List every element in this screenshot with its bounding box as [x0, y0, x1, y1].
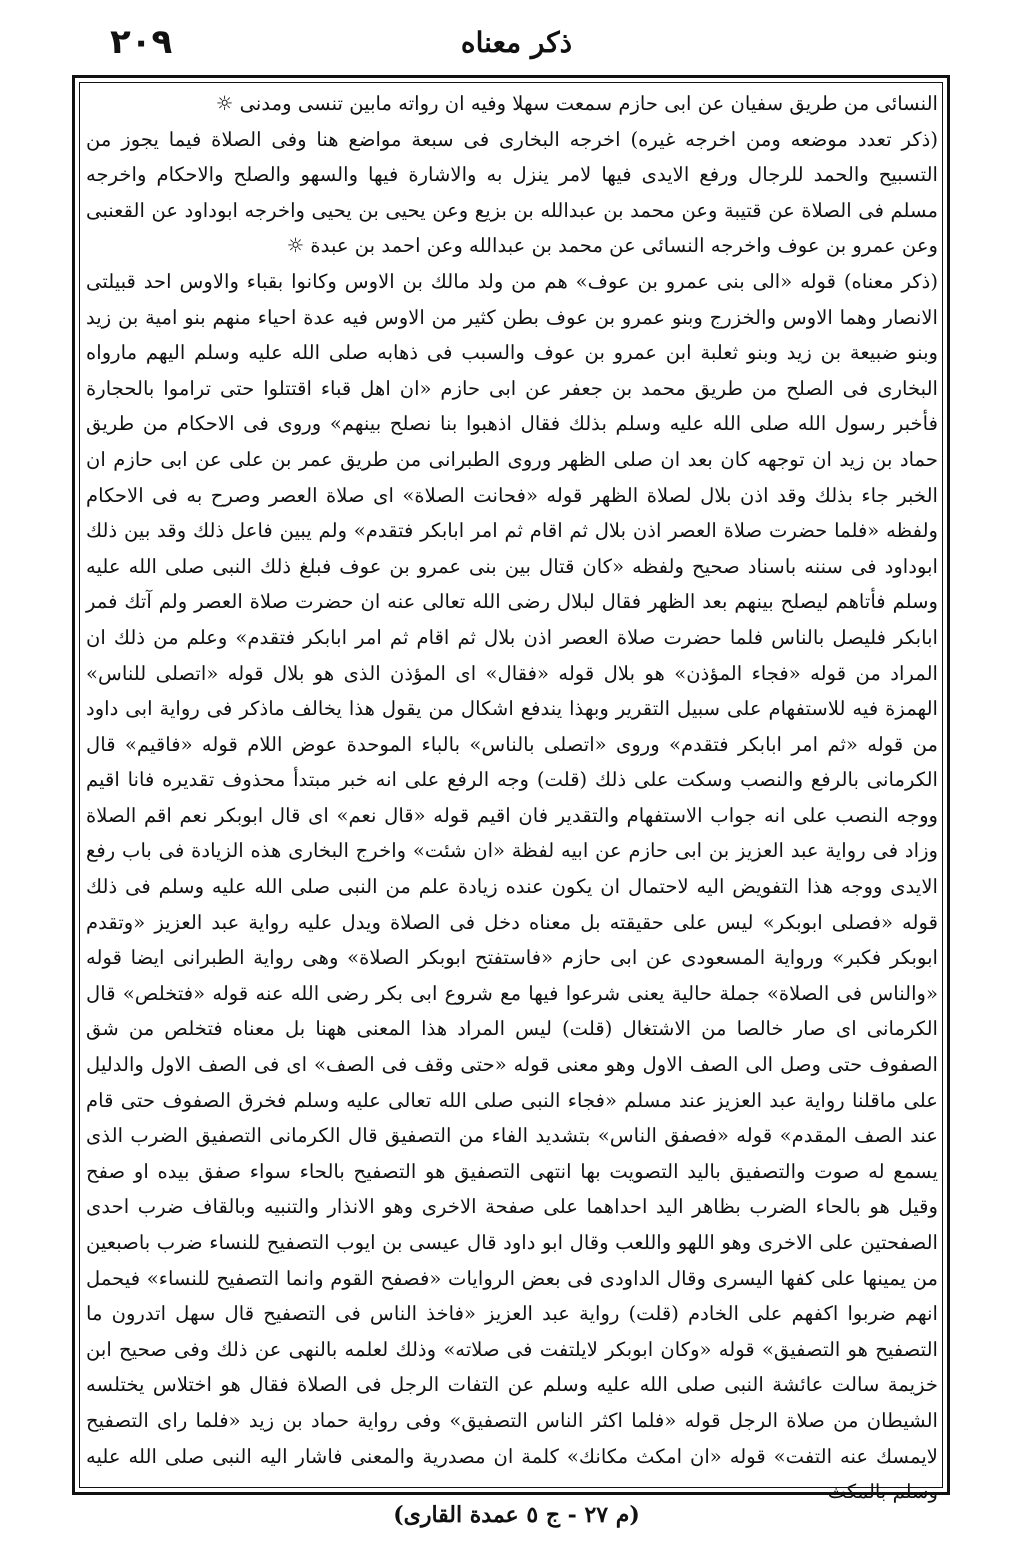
body-text — [86, 86, 938, 1504]
footer-signature: (م ٢٧ - ج ٥ عمدة القارى) — [393, 1502, 640, 1528]
paragraph-sources: (ذكر تعدد موضعه ومن اخرجه غيره) اخرجه البخارى فى سبعة مواضع هنا وفى الصلاة فيما يجوز من التسبيح والحمد للرجال ورفع الايدى فيها لامر ينزل به والاشارة فيها والسهو والصلح والاحكام واخرجه مسلم فى الصلاة عن قتيبة وعن محمد بن عبدالله بن بزيع وعن يحيى بن يحيى واخرجه ابوداود عن القعنبى وعن عمرو بن عوف واخرجه النسائى عن محمد بن عبدالله وعن احمد بن عبدة ☼ — [86, 127, 938, 258]
paragraph-continuation: النسائى من طريق سفيان عن ابى حازم سمعت سهلا وفيه ان رواته مابين تنسى ومدنى ☼ — [215, 92, 938, 115]
running-title: ذكر معناه — [460, 26, 573, 59]
page-number: ٢٠٩ — [110, 22, 173, 62]
page-header — [70, 18, 963, 66]
paragraph-meaning: (ذكر معناه) قوله «الى بنى عمرو بن عوف» هم من ولد مالك بن الاوس وكانوا بقباء والاوس احد قبيلتى الانصار وهما الاوس والخزرج وبنو عمرو بن عوف بطن كثير من الاوس فيه عدة احياء منهم بنو امية بن زيد وبنو ضبيعة بن زيد وبنو ثعلبة ابن عمرو بن عوف والسبب فى ذهابه صلى الله عليه وسلم اليهم مارواه البخارى فى الصلح من طريق محمد بن جعفر عن ابى حازم «ان اهل قباء اقتتلوا حتى تراموا بالحجارة فأخبر رسول الله صلى الله عليه وسلم بذلك فقال اذهبوا بنا نصلح بينهم» وروى فى الاحكام من طريق حماد بن زيد ان توجهه كان بعد ان صلى الظهر وروى الطبرانى من طريق عمر بن على عن ابى حازم ان الخبر جاء بذلك وقد اذن بلال لصلاة الظهر قوله «فحانت الصلاة» اى صلاة العصر وصرح به فى الاحكام ولفظه «فلما حضرت صلاة العصر اذن بلال ثم اقام ثم امر ابابكر فتقدم» ولم يبين فاعل ذلك وقد بين ذلك ابوداود فى سننه باسناد صحيح ولفظه «كان قتال بين بنى عمرو بن عوف فبلغ ذلك النبى صلى الله عليه وسلم فأتاهم ليصلح بينهم بعد الظهر فقال لبلال رضى الله تعالى عنه ان حضرت صلاة العصر ولم آتك فمر ابابكر فليصل بالناس فلما حضرت صلاة العصر اذن بلال ثم اقام ثم امر ابابكر فتقدم» وعلم من ذلك ان المراد من قوله «فجاء المؤذن» هو بلال قوله «فقال» اى المؤذن الذى هو بلال قوله «اتصلى للناس» الهمزة فيه للاستفهام على سبيل التقرير وبهذا يندفع اشكال من يقول هذا يخالف ماذكر فى رواية ابى داود من قوله «ثم امر ابابكر فتقدم» وروى «اتصلى بالناس» بالباء الموحدة عوض اللام قوله «فاقيم» قال الكرمانى بالرفع والنصب وسكت على ذلك (قلت) وجه الرفع على انه خبر مبتدأ محذوف تقديره فانا اقيم ووجه النصب على انه جواب الاستفهام والتقدير فان اقيم قوله «قال نعم» اى قال ابوبكر نعم اقم الصلاة وزاد فى رواية عبد العزيز بن ابى حازم عن ابيه لفظة «ان شئت» واخرج البخارى هذه الزيادة فى باب رفع الايدى ووجه هذا التفويض اليه لاحتمال ان يكون عنده زيادة علم من النبى صلى الله عليه وسلم فى ذلك قوله «فصلى ابوبكر» ليس على حقيقته بل معناه دخل فى الصلاة ويدل عليه رواية عبد العزيز «وتقدم ابوبكر فكبر» ورواية المسعودى عن ابى حازم «فاستفتح ابوبكر الصلاة» وهى رواية الطبرانى ايضا قوله «والناس فى الصلاة» جملة حالية يعنى شرعوا فيها مع شروع ابى بكر رضى الله عنه قوله «فتخلص» قال الكرمانى اى صار خالصا من الاشتغال (قلت) ليس المراد هذا المعنى ههنا بل معناه فتخلص من شق الصفوف حتى وصل الى الصف الاول وهو معنى قوله «حتى وقف فى الصف» اى فى الصف الاول والدليل على ماقلنا رواية عبد العزيز عند مسلم «فجاء النبى صلى الله تعالى عليه وسلم فخرق الصفوف حتى قام عند الصف المقدم» قوله «فصفق الناس» بتشديد الفاء من التصفيق قال الكرمانى التصفيق الضرب الذى يسمع له صوت والتصفيق باليد التصويت بها انتهى التصفيق هو التصفيح بالحاء سواء صفق بيده او صفح وقيل هو بالحاء الضرب بظاهر اليد احداهما على صفحة الاخرى وهو الانذار والتنبيه وبالقاف ضرب احدى الصفحتين على الاخرى وهو اللهو واللعب وقال ابو داود قال عيسى بن ايوب التصفيح للنساء ضرب باصبعين من يمينها على كفها اليسرى وقال الداودى فى بعض الروايات «فصفح القوم وانما التصفيح للنساء» فيحمل انهم ضربوا اكفهم على الخادم (قلت) رواية عبد العزيز «فاخذ الناس فى التصفيح قال سهل اتدرون ما التصفيح هو التصفيق» قوله «وكان ابوبكر لايلتفت فى صلاته» وذلك لعلمه بالنهى عن ذلك وفى صحيح ابن خزيمة سالت عائشة النبى صلى الله عليه وسلم عن التفات الرجل فى الصلاة فقال هو اختلاس يختلسه الشيطان من صلاة الرجل قوله «فلما اكثر الناس التصفيق» وفى رواية حماد بن زيد «فلما راى التصفيح لايمسك عنه التفت» قوله «ان امكث مكانك» كلمة ان مصدرية والمعنى فاشار اليه النبى صلى الله عليه وسلم بالمكث — [86, 269, 938, 1504]
